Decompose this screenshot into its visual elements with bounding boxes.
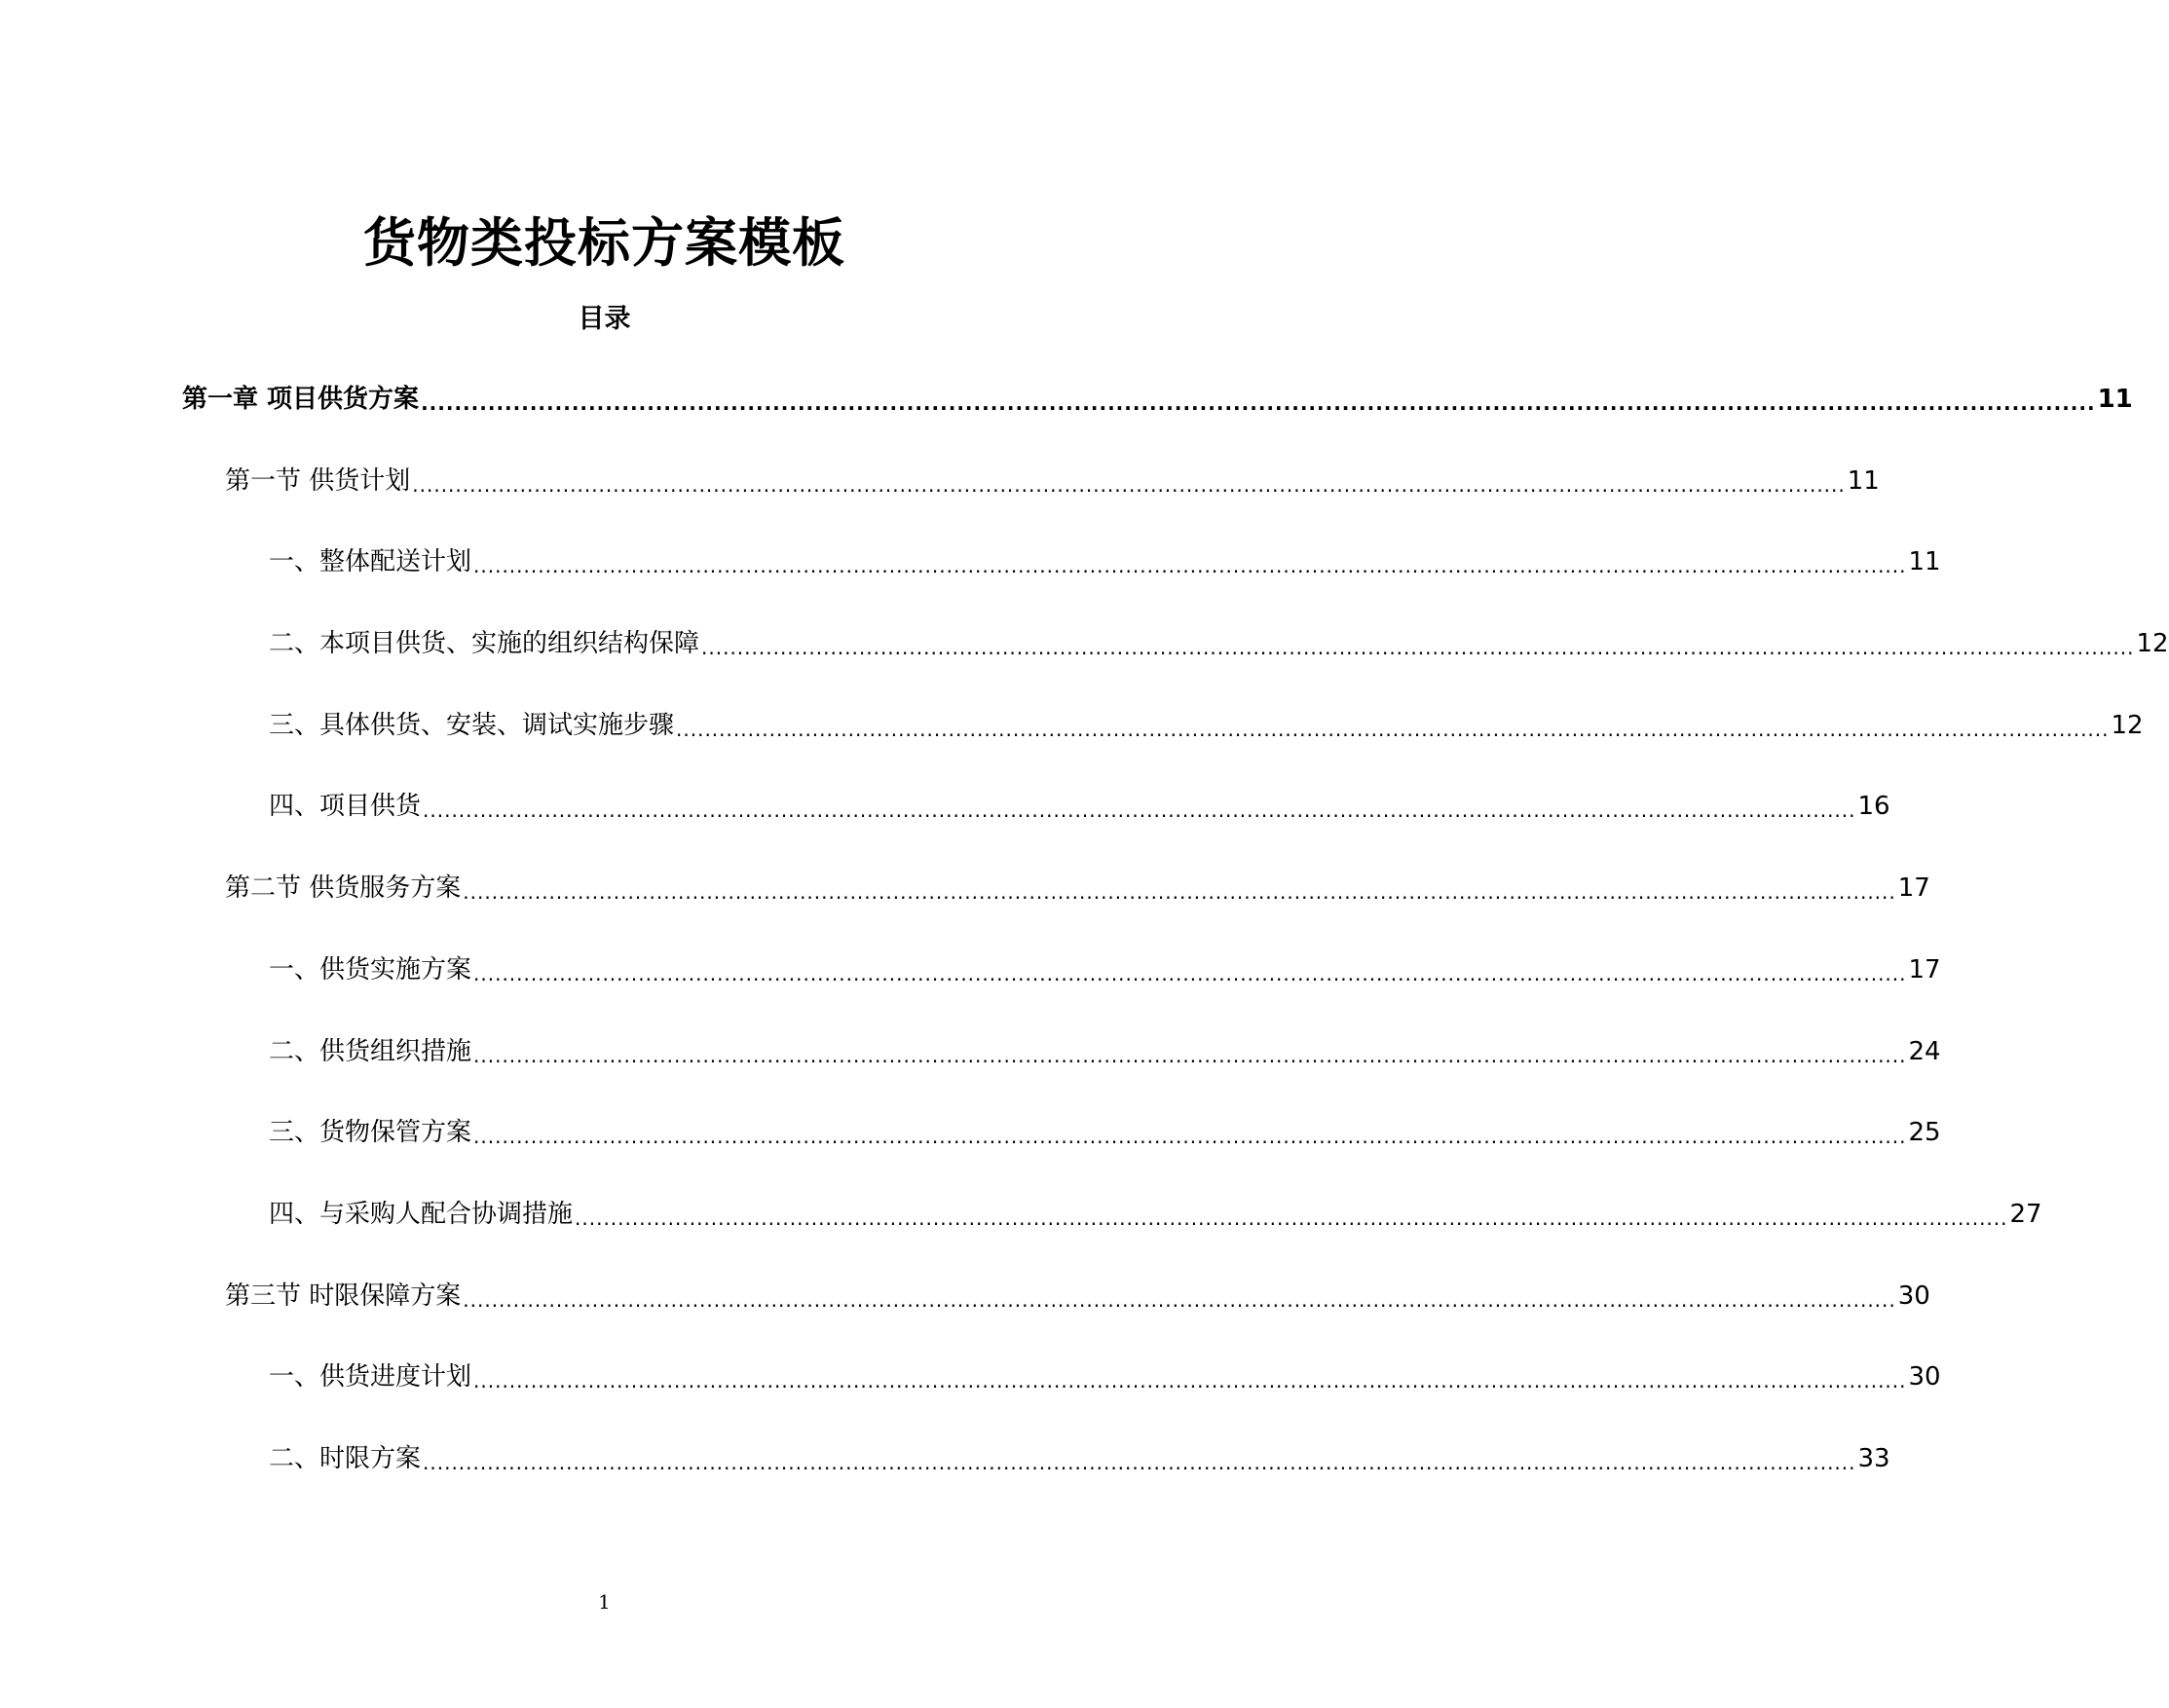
- toc-entry-page: 11: [2097, 385, 2133, 414]
- toc-entry[interactable]: [0, 1277, 1930, 1358]
- toc-leader-dots: ........................................................................................................................................................................................................: [575, 1206, 2008, 1230]
- toc-entry-title: 二、供货组织措施: [269, 1036, 472, 1066]
- toc-entry-title: 第三节 时限保障方案: [225, 1281, 462, 1311]
- toc-entry[interactable]: [0, 787, 1890, 869]
- toc-entry[interactable]: [0, 380, 2133, 462]
- toc-entry[interactable]: [0, 869, 1930, 950]
- toc-entry-title: 三、货物保管方案: [269, 1118, 472, 1148]
- toc-entry-page: 16: [1857, 792, 1890, 822]
- toc-entry[interactable]: [0, 1032, 1941, 1114]
- toc-entry-page: 30: [1908, 1362, 1941, 1392]
- toc-entry-title: 第二节 供货服务方案: [225, 873, 462, 904]
- toc-entry-page: 12: [2136, 629, 2169, 659]
- toc-entry-page: 24: [1908, 1036, 1941, 1066]
- toc-entry-page: 33: [1857, 1443, 1890, 1473]
- toc-entry-page: 17: [1897, 873, 1930, 904]
- toc-leader-dots: ........................................................................................................................................................................................................: [473, 961, 1907, 985]
- toc-entry-page: 30: [1897, 1281, 1930, 1311]
- page-number: 1: [598, 1590, 611, 1614]
- toc-heading: 目录: [578, 304, 631, 334]
- toc-leader-dots: ........................................................................................................................................................................................................: [423, 1450, 1856, 1474]
- toc-entry-title: 四、项目供货: [269, 792, 422, 822]
- toc-leader-dots: ........................................................................................................................................................................................................: [701, 636, 2135, 660]
- toc-entry[interactable]: [0, 542, 1941, 624]
- toc-entry-title: 二、本项目供货、实施的组织结构保障: [269, 629, 700, 659]
- toc-entry[interactable]: [0, 706, 2144, 788]
- toc-entry-title: 一、整体配送计划: [269, 547, 472, 577]
- toc-entry[interactable]: [0, 1357, 1941, 1439]
- toc-entry-title: 一、供货进度计划: [269, 1362, 472, 1392]
- toc-leader-dots: ........................................................................................................................................................................................................: [463, 880, 1896, 905]
- toc-entry[interactable]: [0, 950, 1941, 1032]
- toc-entry-page: 25: [1908, 1118, 1941, 1148]
- toc-leader-dots: ........................................................................................................................................................................................................: [412, 472, 1846, 497]
- toc-entry-title: 第一节 供货计划: [225, 465, 411, 496]
- toc-entry[interactable]: [0, 1439, 1890, 1521]
- toc-entry[interactable]: [0, 1113, 1941, 1195]
- toc-leader-dots: ........................................................................................................................................................................................................: [473, 1125, 1907, 1149]
- toc-entry-title: 四、与采购人配合协调措施: [269, 1199, 574, 1229]
- toc-leader-dots: ........................................................................................................................................................................................................: [473, 554, 1907, 578]
- toc-entry-title: 一、供货实施方案: [269, 954, 472, 984]
- toc-entry-page: 11: [1847, 465, 1880, 496]
- toc-leader-dots: ........................................................................................................................................................................................................: [421, 391, 2096, 415]
- toc-leader-dots: ........................................................................................................................................................................................................: [423, 798, 1856, 823]
- toc-entry-title: 三、具体供货、安装、调试实施步骤: [269, 710, 675, 740]
- toc-entry-title: 二、时限方案: [269, 1443, 422, 1473]
- toc-leader-dots: ........................................................................................................................................................................................................: [473, 1043, 1907, 1067]
- document-title: 货物类投标方案模板: [363, 212, 845, 275]
- toc-entry-page: 12: [2111, 710, 2144, 740]
- toc-leader-dots: ........................................................................................................................................................................................................: [473, 1369, 1907, 1393]
- table-of-contents: [0, 380, 2169, 1521]
- toc-leader-dots: ........................................................................................................................................................................................................: [676, 717, 2110, 741]
- toc-entry-page: 27: [2009, 1199, 2042, 1229]
- toc-leader-dots: ........................................................................................................................................................................................................: [463, 1287, 1896, 1312]
- toc-entry[interactable]: [0, 462, 1880, 543]
- toc-entry[interactable]: [0, 624, 2169, 706]
- toc-entry[interactable]: [0, 1195, 2042, 1277]
- toc-entry-title: 第一章 项目供货方案: [182, 385, 420, 414]
- toc-entry-page: 17: [1908, 954, 1941, 984]
- toc-entry-page: 11: [1908, 547, 1941, 577]
